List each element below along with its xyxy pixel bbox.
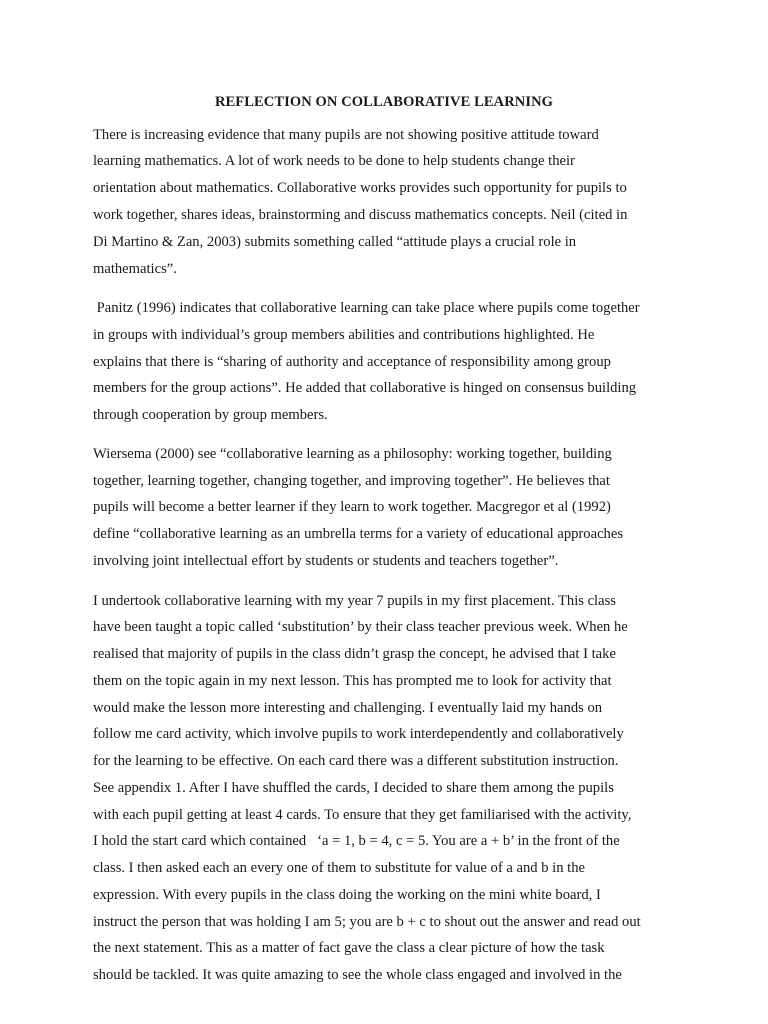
- paragraph-line: Di Martino & Zan, 2003) submits something called “attitude plays a crucial role in: [93, 234, 577, 250]
- paragraph-line: through cooperation by group members.: [93, 407, 328, 423]
- paragraph-line: pupils will become a better learner if they learn to work together. Macgregor et al (1992): [93, 499, 611, 515]
- paragraph-line: should be tackled. It was quite amazing to see the whole class engaged and involved in the: [93, 967, 622, 983]
- paragraph-line: with each pupil getting at least 4 cards. To ensure that they get familiarised with the activity,: [93, 807, 632, 823]
- paragraph-line: Panitz (1996) indicates that collaborative learning can take place where pupils come together: [93, 300, 640, 316]
- paragraph-line: learning mathematics. A lot of work needs to be done to help students change their: [93, 153, 575, 169]
- paragraph-line: define “collaborative learning as an umbrella terms for a variety of educational approaches: [93, 526, 623, 542]
- paragraph-line: explains that there is “sharing of authority and acceptance of responsibility among group: [93, 354, 611, 370]
- paragraph-line: I undertook collaborative learning with my year 7 pupils in my first placement. This class: [93, 593, 616, 609]
- paragraph-line: involving joint intellectual effort by students or students and teachers together”.: [93, 553, 559, 569]
- paragraph-line: for the learning to be effective. On each card there was a different substitution instruction.: [93, 753, 619, 769]
- paragraph-line: See appendix 1. After I have shuffled the cards, I decided to share them among the pupils: [93, 780, 614, 796]
- paragraph-line: class. I then asked each an every one of them to substitute for value of a and b in the: [93, 860, 585, 876]
- paragraph-line: realised that majority of pupils in the class didn’t grasp the concept, he advised that I take: [93, 646, 616, 662]
- paragraph-line: orientation about mathematics. Collaborative works provides such opportunity for pupils to: [93, 180, 627, 196]
- paragraph-line: would make the lesson more interesting and challenging. I eventually laid my hands on: [93, 700, 603, 716]
- paragraph-line: members for the group actions”. He added that collaborative is hinged on consensus building: [93, 380, 637, 396]
- paragraph-line: in groups with individual’s group members abilities and contributions highlighted. He: [93, 327, 595, 343]
- paragraph-line: I hold the start card which contained ‘a = 1, b = 4, c = 5. You are a + b’ in the front of the: [93, 833, 620, 849]
- paragraph-line: have been taught a topic called ‘substitution’ by their class teacher previous week. When he: [93, 619, 628, 635]
- paragraph-line: expression. With every pupils in the class doing the working on the mini white board, I: [93, 887, 601, 903]
- paragraph-line: follow me card activity, which involve pupils to work interdependently and collaboratively: [93, 726, 624, 742]
- paragraph-line: instruct the person that was holding I am 5; you are b + c to shout out the answer and read out: [93, 914, 641, 930]
- paragraph-line: There is increasing evidence that many pupils are not showing positive attitude toward: [93, 127, 599, 143]
- document-title: REFLECTION ON COLLABORATIVE LEARNING: [214, 94, 554, 110]
- paragraph-line: mathematics”.: [93, 261, 177, 277]
- paragraph-line: work together, shares ideas, brainstorming and discuss mathematics concepts. Neil (cited in: [93, 207, 628, 223]
- paragraph-line: the next statement. This as a matter of fact gave the class a clear picture of how the task: [93, 940, 605, 956]
- paragraph-line: Wiersema (2000) see “collaborative learning as a philosophy: working together, building: [93, 446, 612, 462]
- paragraph-line: them on the topic again in my next lesson. This has prompted me to look for activity that: [93, 673, 612, 689]
- paragraph-line: together, learning together, changing together, and improving together”. He believes that: [93, 473, 610, 489]
